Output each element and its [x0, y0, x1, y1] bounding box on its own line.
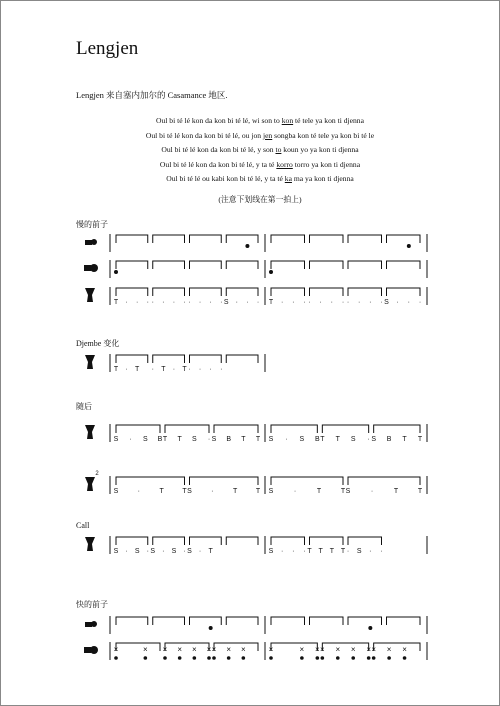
beat-bracket: [271, 235, 305, 243]
stroke-symbol: ·: [135, 299, 139, 306]
x-note: ×: [142, 645, 148, 654]
stroke-symbol: ·: [188, 299, 191, 306]
stroke-symbol: ·: [172, 366, 176, 373]
stroke-symbol: ·: [198, 299, 202, 306]
stroke-symbol: ·: [220, 366, 223, 373]
stroke-symbol: ·: [380, 548, 383, 555]
stroke-symbol: ·: [220, 299, 223, 306]
x-note: ×: [211, 645, 217, 654]
stroke-symbol: S: [268, 548, 274, 555]
stroke-symbol: S: [142, 436, 148, 443]
stroke-symbol: T: [182, 366, 187, 373]
section-label-slow-intro: 慢的前子: [76, 220, 108, 229]
stroke-symbol: T: [340, 488, 346, 495]
stroke-symbol: T: [417, 436, 423, 443]
stroke-symbol: ·: [188, 366, 191, 373]
stroke-symbol: ·: [125, 366, 128, 373]
stroke-symbol: ·: [346, 299, 350, 306]
section-label-djembe-variation: Djembe 变化: [76, 339, 120, 348]
stroke-symbol: ·: [162, 548, 165, 555]
stroke-symbol: ·: [151, 299, 154, 306]
beat-bracket: [348, 537, 382, 545]
note-dot: [387, 656, 391, 660]
beat-bracket: [348, 261, 382, 269]
x-note: ×: [402, 645, 407, 654]
stroke-symbol: ·: [346, 548, 350, 555]
lyrics-line: Oul bi té lé ou kabi kon bi té lé, y ta té ka ma ya kon ti djenna: [166, 174, 354, 184]
beat-bracket: [348, 617, 382, 625]
stroke-symbol: ·: [162, 299, 165, 306]
section-label-call: Call: [76, 521, 90, 530]
note-dot: [114, 656, 118, 660]
stroke-symbol: ·: [129, 436, 132, 443]
stroke-symbol: S: [187, 548, 192, 555]
beat-bracket: [387, 617, 421, 625]
stroke-symbol: S: [268, 488, 274, 495]
page-title: Lengjen: [76, 38, 139, 59]
stroke-symbol: B: [226, 436, 232, 443]
stroke-symbol: ·: [369, 299, 372, 306]
stroke-symbol: ·: [292, 299, 295, 306]
x-note: ×: [350, 645, 356, 654]
djembe-icon: [85, 288, 95, 302]
x-note: ×: [240, 645, 246, 654]
stroke-symbol: ·: [198, 366, 202, 373]
lyrics-line: Oul bi té lé kon da kon bi té lé, y son to koun yo ya kon ti djenna: [161, 145, 359, 155]
note-dot: [209, 626, 213, 630]
beat-bracket: [226, 235, 258, 243]
note-dot: [269, 270, 273, 274]
stroke-symbol: T: [307, 548, 312, 555]
lyrics-line: Oul bi té lé kon da kon bi té lé, y ta té korro torro ya kon ti djenna: [159, 159, 361, 169]
stroke-symbol: ·: [209, 366, 212, 373]
stroke-symbol: ·: [125, 548, 128, 555]
stroke-symbol: ·: [211, 488, 214, 495]
stroke-symbol: S: [371, 436, 377, 443]
stroke-symbol: ·: [293, 488, 297, 495]
beat-bracket: [271, 537, 305, 545]
note-dot: [207, 656, 211, 660]
beat-bracket: [116, 537, 148, 545]
note-dot: [178, 656, 182, 660]
djembe-icon: [85, 425, 95, 439]
beat-bracket: [214, 425, 258, 433]
section-label-then: 随后: [76, 402, 92, 411]
stroke-symbol: ·: [367, 436, 370, 443]
beat-bracket: [165, 425, 209, 433]
stroke-symbol: T: [241, 436, 246, 443]
stroke-symbol: T: [255, 488, 261, 495]
beat-bracket: [190, 477, 259, 485]
stroke-symbol: ·: [357, 299, 361, 306]
stroke-symbol: ·: [137, 488, 141, 495]
stroke-symbol: T: [233, 488, 238, 495]
stroke-symbol: ·: [256, 299, 260, 306]
stroke-symbol: ·: [369, 548, 372, 555]
stroke-symbol: ·: [146, 299, 149, 306]
beat-bracket: [153, 355, 185, 363]
beat-bracket: [116, 425, 160, 433]
x-note: ×: [299, 645, 305, 654]
stroke-symbol: ·: [183, 548, 186, 555]
x-note: ×: [335, 645, 341, 654]
x-note: ×: [371, 645, 377, 654]
stroke-symbol: T: [393, 488, 399, 495]
beat-bracket: [226, 261, 258, 269]
stroke-symbol: S: [356, 548, 362, 555]
note-dot: [403, 656, 407, 660]
stroke-symbol: T: [135, 366, 140, 373]
beat-bracket: [271, 425, 317, 433]
stroke-symbol: ·: [396, 299, 399, 306]
beat-bracket: [116, 355, 148, 363]
beat-bracket: [153, 261, 185, 269]
stroke-symbol: ·: [303, 299, 306, 306]
stroke-symbol: ·: [370, 488, 374, 495]
stroke-symbol: T: [335, 436, 340, 443]
x-note: ×: [268, 645, 274, 654]
beat-bracket: [387, 261, 421, 269]
djembe-icon: [85, 355, 95, 369]
x-note: ×: [386, 645, 392, 654]
stroke-symbol: T: [113, 299, 119, 306]
beat-bracket: [271, 288, 305, 296]
stroke-symbol: S: [211, 436, 217, 443]
stroke-symbol: T: [329, 548, 334, 555]
lyrics-line: Oul bi té lé kon da kon bi té lé, ou jon jen songba kon té tele ya kon bi té le: [145, 130, 375, 140]
beat-bracket: [116, 643, 160, 651]
beat-bracket: [387, 235, 421, 243]
beat-bracket: [271, 261, 305, 269]
x-note: ×: [162, 645, 168, 654]
stroke-symbol: ·: [308, 299, 311, 306]
x-note: ×: [206, 645, 212, 654]
beat-bracket: [271, 643, 317, 651]
stroke-symbol: T: [402, 436, 407, 443]
beat-bracket: [310, 288, 344, 296]
beat-bracket: [310, 235, 344, 243]
beat-bracket: [190, 261, 222, 269]
note-dot: [212, 656, 216, 660]
stroke-symbol: T: [318, 548, 323, 555]
stroke-symbol: T: [255, 436, 261, 443]
beat-bracket: [310, 261, 344, 269]
stroke-symbol: ·: [280, 299, 284, 306]
stroke-symbol: ·: [330, 299, 334, 306]
stroke-symbol: ·: [198, 548, 202, 555]
stroke-symbol: T: [162, 436, 168, 443]
note-dot: [269, 656, 273, 660]
note-dot: [245, 244, 249, 248]
x-note: ×: [191, 645, 197, 654]
beat-bracket: [153, 617, 185, 625]
underline-note: (注意下划线在第一拍上): [218, 195, 302, 204]
stroke-symbol: S: [113, 436, 119, 443]
x-note: ×: [314, 645, 320, 654]
beat-bracket: [310, 617, 344, 625]
note-dot: [407, 244, 411, 248]
stroke-symbol: S: [384, 299, 389, 306]
beat-bracket: [165, 643, 209, 651]
x-note: ×: [113, 645, 119, 654]
stroke-symbol: T: [113, 366, 119, 373]
stroke-symbol: T: [177, 436, 182, 443]
stroke-symbol: S: [113, 548, 119, 555]
beat-bracket: [116, 617, 148, 625]
stroke-symbol: S: [134, 548, 140, 555]
sangban-bell-icon: [84, 646, 98, 654]
beat-bracket: [387, 288, 421, 296]
note-dot: [300, 656, 304, 660]
stroke-symbol: ·: [407, 299, 411, 306]
stroke-symbol: ·: [292, 548, 295, 555]
beat-bracket: [153, 537, 185, 545]
beat-bracket: [226, 355, 258, 363]
stroke-symbol: ·: [183, 299, 186, 306]
sangban-bell-icon: [84, 264, 98, 272]
stroke-symbol: ·: [209, 299, 212, 306]
stroke-symbol: T: [182, 488, 187, 495]
stroke-symbol: ·: [341, 299, 345, 306]
beat-bracket: [214, 643, 258, 651]
stroke-symbol: T: [320, 436, 325, 443]
stroke-symbol: S: [113, 488, 119, 495]
superscript-number: 2: [95, 471, 99, 477]
note-dot: [163, 656, 167, 660]
stroke-symbol: T: [208, 548, 213, 555]
stroke-symbol: T: [316, 488, 322, 495]
beat-bracket: [348, 288, 382, 296]
stroke-symbol: ·: [207, 436, 211, 443]
beat-bracket: [190, 355, 222, 363]
stroke-symbol: S: [268, 436, 274, 443]
note-dot: [227, 656, 231, 660]
stroke-symbol: ·: [146, 548, 149, 555]
beat-bracket: [226, 288, 258, 296]
stroke-symbol: S: [345, 488, 351, 495]
stroke-symbol: ·: [285, 436, 288, 443]
stroke-symbol: T: [161, 366, 166, 373]
stroke-symbol: ·: [303, 548, 306, 555]
note-dot: [351, 656, 355, 660]
beat-bracket: [226, 537, 258, 545]
stroke-symbol: B: [314, 436, 320, 443]
stroke-symbol: ·: [319, 299, 322, 306]
kenkeni-bell-icon: [85, 621, 97, 627]
stroke-symbol: ·: [246, 299, 249, 306]
note-dot: [336, 656, 340, 660]
stroke-symbol: T: [340, 548, 346, 555]
section-label-fast-intro: 快的前子: [76, 600, 108, 609]
stroke-symbol: ·: [280, 548, 284, 555]
intro-text: Lengjen 来自塞内加尔的 Casamance 地区.: [76, 90, 228, 100]
stroke-symbol: S: [187, 488, 192, 495]
beat-bracket: [322, 425, 368, 433]
stroke-symbol: T: [268, 299, 274, 306]
stroke-symbol: S: [350, 436, 356, 443]
beat-bracket: [226, 617, 258, 625]
note-dot: [321, 656, 325, 660]
note-dot: [242, 656, 246, 660]
stroke-symbol: ·: [151, 366, 154, 373]
stroke-symbol: ·: [235, 299, 239, 306]
beat-bracket: [322, 643, 368, 651]
note-dot: [372, 656, 376, 660]
note-dot: [144, 656, 148, 660]
x-note: ×: [226, 645, 232, 654]
x-note: ×: [366, 645, 372, 654]
note-dot: [367, 656, 371, 660]
beat-bracket: [116, 261, 148, 269]
beat-bracket: [271, 617, 305, 625]
stroke-symbol: S: [223, 299, 229, 306]
beat-bracket: [348, 477, 420, 485]
djembe-icon: [85, 537, 95, 551]
stroke-symbol: T: [417, 488, 423, 495]
x-note: ×: [177, 645, 183, 654]
stroke-symbol: B: [386, 436, 392, 443]
beat-bracket: [116, 235, 148, 243]
stroke-symbol: ·: [418, 299, 422, 306]
stroke-symbol: T: [159, 488, 164, 495]
beat-bracket: [116, 477, 185, 485]
note-dot: [368, 626, 372, 630]
stroke-symbol: S: [299, 436, 305, 443]
stroke-symbol: S: [191, 436, 197, 443]
beat-bracket: [348, 235, 382, 243]
beat-bracket: [190, 288, 222, 296]
note-dot: [114, 270, 118, 274]
note-dot: [193, 656, 197, 660]
beat-bracket: [190, 617, 222, 625]
beat-bracket: [153, 235, 185, 243]
stroke-symbol: ·: [380, 299, 383, 306]
stroke-symbol: ·: [172, 299, 176, 306]
note-dot: [316, 656, 320, 660]
beat-bracket: [190, 537, 222, 545]
stroke-symbol: S: [150, 548, 156, 555]
beat-bracket: [310, 537, 344, 545]
lyrics-line: Oul bi té lé kon da kon bi té lé, wi son to kon té tele ya kon ti djenna: [156, 116, 364, 125]
beat-bracket: [190, 235, 222, 243]
stroke-symbol: ·: [125, 299, 128, 306]
stroke-symbol: S: [171, 548, 177, 555]
stroke-symbol: B: [157, 436, 163, 443]
beat-bracket: [271, 477, 343, 485]
x-note: ×: [319, 645, 325, 654]
beat-bracket: [153, 288, 185, 296]
djembe-icon: [85, 477, 95, 491]
beat-bracket: [374, 425, 420, 433]
beat-bracket: [374, 643, 420, 651]
beat-bracket: [116, 288, 148, 296]
kenkeni-bell-icon: [85, 239, 97, 245]
